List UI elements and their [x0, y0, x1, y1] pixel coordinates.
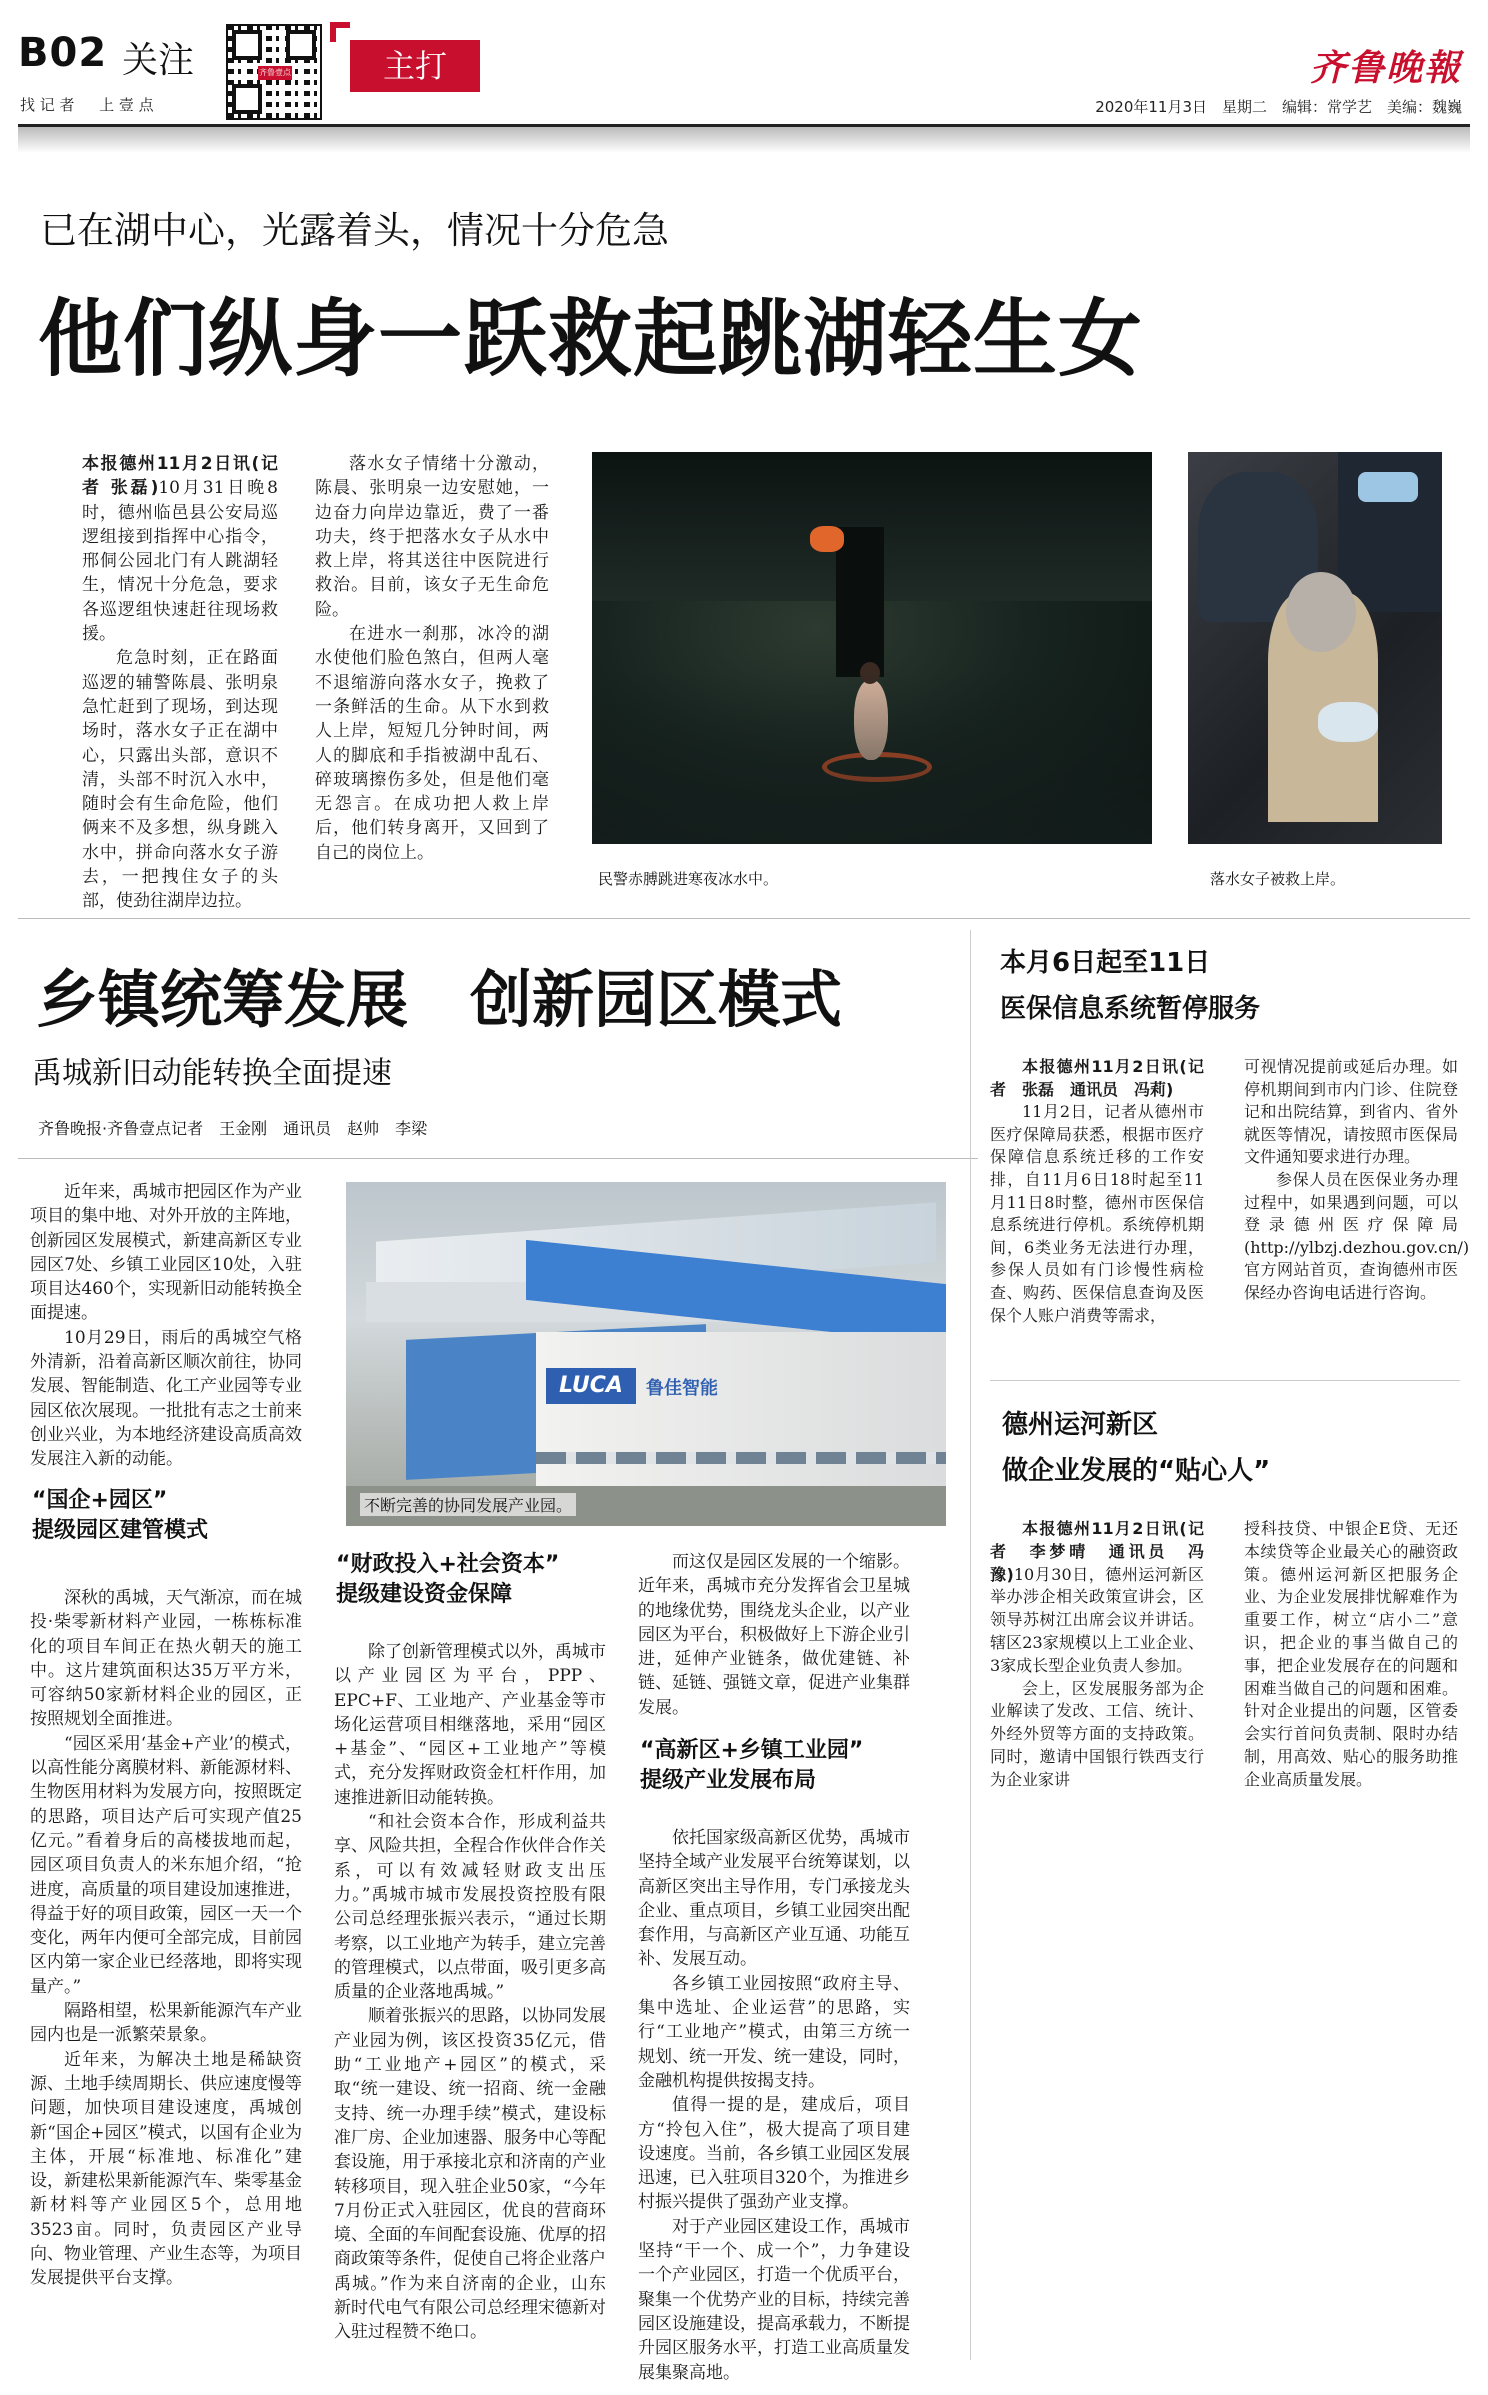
building-sign-cn: 鲁佳智能	[646, 1378, 718, 1399]
story2-col2: 除了创新管理模式以外，禹城市以产业园区为平台，PPP、EPC+F、工业地产、产业基金等市场化运营项目相继落地，采用“园区+基金”、“园区+工业地产”等模式，充分发挥财政资金杠杆作用，加速推进新旧动能转换。 “和社会资本合作，形成利益共享、风险共担，全程合作伙伴合作关系，可以有效减轻财政支出压力。”禹城市城市发展投资控股有限公司总经理张振兴表示，“通过长期考察，以工业地产为转手，建立完善的管理模式，以点带面，吸引更多高质量的企业落地禹城。” 顺着张振兴的思路，以协同发展产业园为例，该区投资35亿元，借助“工业地产+园区”的模式，采取“统一建设、统一招商、统一金融支持、统一办理手续”模式，建设标准厂房、企业加速器、服务中心等配套设施，用于承接北京和济南的产业转移项目，现入驻企业50家，“今年7月份正式入驻园区，优良的营商环境、全面的车间配套设施、优厚的招商政策等条件，促使自己将企业落户禹城。”作为来自济南的企业，山东新时代电气有限公司总经理宋德新对入驻过程赞不绝口。	[334, 1642, 606, 2343]
story2-subhead: 禹城新旧动能转换全面提速	[32, 1056, 392, 1091]
story1-col2: 落水女子情绪十分激动，陈晨、张明泉一边安慰她，一边奋力向岸边靠近，费了一番功夫，终于把落水女子从水中救上岸，将其送往中医院进行救治。目前，该女子无生命危险。 在进水一刹那，冰冷的湖水使他们脸色煞白，但两人毫不退缩游向落水女子，挽救了一条鲜活的生命。从下水到救人上岸，短短几分钟时间，两人的脚底和手指被湖中乱石、碎玻璃擦伤多处，但是他们毫无怨言。在成功把人救上岸后，他们转身离开，又回到了自己的岗位上。	[315, 454, 549, 863]
story2-byline: 齐鲁晚报·齐鲁壹点记者 王金刚 通讯员 赵帅 李梁	[38, 1119, 428, 1138]
story4-col1: 本报德州11月2日讯(记者 李梦晴 通讯员 冯豫)10月30日，德州运河新区举办涉企相关政策宣讲会，区领导苏树江出席会议并讲话。辖区23家规模以上工业企业、3家成长型企业负责人参加。 会上，区发展服务部为企业解读了发改、工信、统计、外经外贸等方面的支持政策。同时，邀请中国银行铁西支行为企业家讲	[990, 1519, 1204, 1789]
masthead: 齐鲁晚報	[1309, 47, 1462, 89]
story3-col2: 可视情况提前或延后办理。如停机期间到市内门诊、住院登记和出院结算，到省内、省外就医等情况，请按照市医保局文件通知要求进行办理。 参保人员在医保业务办理过程中，如果遇到问题，可以登录德州医疗保障局(http://ylbzj.dezhou.gov.cn/)官方网站首页，查询德州市医保经办咨询电话进行咨询。	[1244, 1057, 1470, 1302]
story1-kicker: 已在湖中心，光露着头，情况十分危急	[40, 209, 669, 252]
story2-col1: 深秋的禹城，天气渐凉，而在城投·柴零新材料产业园，一栋栋标准化的项目车间正在热火朝天的施工中。这片建筑面积达35万平方米，可容纳50家新材料企业的园区，正按照规划全面推进。 “园区采用‘基金+产业’的模式，以高性能分离膜材料、新能源材料、生物医用材料为发展方向，按照既定的思路，项目达产后可实现产值25亿元。”看着身后的高楼拔地而起，园区项目负责人的米东旭介绍，“抢进度，高质量的项目建设加速推进，得益于好的项目政策，园区一天一个变化，两年内便可全部完成，目前园区内第一家企业已经落地，即将实现量产。” 隔路相望，松果新能源汽车产业园内也是一派繁荣景象。 近年来，为解决土地是稀缺资源、土地手续周期长、供应速度慢等问题，加快项目建设速度，禹城创新“国企+园区”模式，以国有企业为主体，开展“标准地、标准化”建设，新建松果新能源汽车、柴零基金新材料等产业园区5个，总用地3523亩。同时，负责园区产业导向、物业管理、产业生态等，为项目发展提供平台支撑。	[30, 1588, 302, 2289]
page-number: B02	[18, 30, 108, 76]
story3-byline: 本报德州11月2日讯(记者 张磊 通讯员 冯莉)	[990, 1057, 1204, 1099]
section-heading-3: “高新区+乡镇工业园” 提级产业发展布局	[640, 1738, 864, 1793]
industrial-park-photo	[346, 1182, 946, 1526]
column-divider	[970, 930, 971, 2360]
header-shadow	[18, 127, 1470, 153]
section-name: 关注	[122, 40, 195, 81]
issue-info: 2020年11月3日 星期二 编辑：常学艺 美编：魏巍	[1095, 98, 1462, 116]
story2-intro: 近年来，禹城市把园区作为产业项目的集中地、对外开放的主阵地，创新园区发展模式，新建高新区专业园区7处、乡镇工业园区10处，入驻项目达460个，实现新旧动能转换全面提速。 10月29日，雨后的禹城空气格外清新，沿着高新区顺次前往，协同发展、智能制造、化工产业园等专业园区依次展现。一批批有志之士前来创业兴业，为本地经济建设高质高效发展注入新的动能。	[30, 1182, 302, 1470]
qr-logo: 齐鲁壹点	[258, 66, 292, 80]
section-heading-2: “财政投入+社会资本” 提级建设资金保障	[336, 1552, 560, 1607]
rescue-photo-ashore	[1188, 452, 1442, 844]
story3-divider	[990, 1380, 1460, 1381]
photo2-caption: 落水女子被救上岸。	[1210, 870, 1346, 888]
story2-col3: 依托国家级高新区优势，禹城市坚持全域产业发展平台统筹谋划，以高新区突出主导作用，专门承接龙头企业、重点项目，乡镇工业园突出配套作用，与高新区产业互通、功能互补、发展互动。 各乡镇工业园按照“政府主导、集中选址、企业运营”的思路，实行“工业地产”模式，由第三方统一规划、统一开发、统一建设，同时，金融机构提供按揭支持。 值得一提的是，建成后，项目方“拎包入住”，极大提高了项目建设速度。当前，各乡镇工业园区发展迅速，已入驻项目320个，为推进乡村振兴提供了强劲产业支撑。 对于产业园区建设工作，禹城市坚持“干一个、成一个”，力争建设一个产业园区，打造一个优质平台，聚集一个优势产业的目标，持续完善园区设施建设，提高承载力，不断提升园区服务水平，打造工业高质量发展集聚高地。	[638, 1828, 910, 2383]
story4-col2: 授科技贷、中银企E贷、无还本续贷等企业最关心的融资政策。德州运河新区把服务企业、为企业发展排忧解难作为重要工作，树立“店小二”意识，把企业的事当做自己的事，把企业发展存在的问题和困难当做自己的问题和困难。针对企业提出的问题，区管委会实行首问负责制、限时办结制，用高效、贴心的服务助推企业高质量发展。	[1244, 1519, 1458, 1789]
tag-corner	[330, 22, 350, 42]
photo1-caption: 民警赤膊跳进寒夜冰水中。	[598, 870, 779, 888]
story2-byline-rule	[18, 1158, 978, 1159]
story4-headline: 德州运河新区 做企业发展的“贴心人”	[1002, 1410, 1271, 1486]
photo-inset-caption: 不断完善的协同发展产业园。	[360, 1493, 576, 1516]
section-heading-1: “国企+园区” 提级园区建管模式	[32, 1488, 209, 1543]
story4-byline: 本报德州11月2日讯(记者 李梦晴 通讯员 冯豫)	[990, 1519, 1204, 1584]
story3-col1: 本报德州11月2日讯(记者 张磊 通讯员 冯莉) 11月2日，记者从德州市医疗保障局获悉，根据市医疗保障信息系统迁移的工作安排，自11月6日18时起至11月11日8时整，德州市医保信息系统进行停机。系统停机期间，6类业务无法进行办理，参保人员如有门诊慢性病检查、购药、医保信息查询及医保个人账户消费等需求，	[990, 1057, 1204, 1325]
story2-col3-top: 而这仅是园区发展的一个缩影。近年来，禹城市充分发挥省会卫星城的地缘优势，围绕龙头企业，以产业园区为平台，积极做好上下游企业引进，延伸产业链条，做优建链、补链、延链、强链文章，促进产业集群发展。	[638, 1552, 910, 1718]
story2-headline: 乡镇统筹发展 创新园区模式	[36, 963, 843, 1036]
building-sign: LUCA	[546, 1368, 636, 1404]
qr-code[interactable]	[226, 24, 322, 120]
section-tag: 主打	[350, 40, 480, 92]
story1-headline: 他们纵身一跃救起跳湖轻生女	[38, 290, 1144, 388]
story1-col1: 本报德州11月2日讯(记者 张磊)10月31日晚8时，德州临邑县公安局巡逻组接到指挥中心指令，邢侗公园北门有人跳湖轻生，情况十分危急，要求各巡逻组快速赶往现场救援。 危急时刻，正在路面巡逻的辅警陈晨、张明泉急忙赶到了现场，到达现场时，落水女子正在湖中心，只露出头部，意识不清，头部不时沉入水中，随时会有生命危险，他们俩来不及多想，纵身跳入水中，拼命向落水女子游去，一把拽住女子的头部，使劲往湖岸边拉。	[82, 454, 278, 912]
story1-divider	[18, 918, 1470, 919]
story1-byline: 本报德州11月2日讯(记者 张磊)	[82, 454, 278, 499]
rescue-photo-swimming	[592, 452, 1152, 844]
story3-headline: 本月6日起至11日 医保信息系统暂停服务	[1000, 948, 1261, 1024]
header-slogan: 找 记 者 上 壹 点	[20, 96, 154, 114]
